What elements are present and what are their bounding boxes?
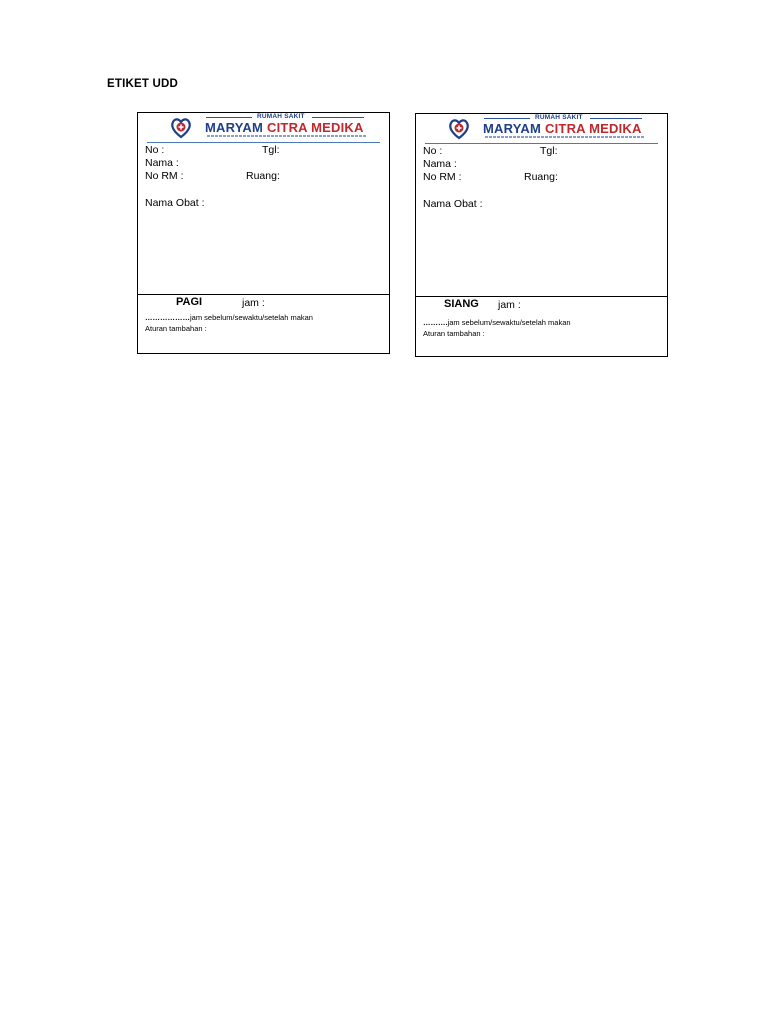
- schedule-section: [416, 296, 667, 357]
- hospital-prefix: RUMAH SAKIT: [257, 113, 305, 120]
- header-divider: [147, 142, 380, 143]
- hospital-name: [205, 120, 364, 135]
- header-decor-line: [312, 117, 364, 118]
- no-rm-field-label: No RM :: [423, 171, 462, 183]
- hospital-logo-icon: [447, 116, 471, 140]
- session-label: SIANG: [444, 298, 479, 310]
- nama-field-label: Nama :: [145, 157, 179, 169]
- ruang-field-label: Ruang:: [246, 170, 280, 182]
- jam-label: jam :: [242, 297, 265, 309]
- jam-label: jam :: [498, 299, 521, 311]
- nama-obat-field-label: Nama Obat :: [145, 197, 205, 209]
- header-decor-line: [206, 117, 252, 118]
- document-title: ETIKET UDD: [107, 78, 178, 90]
- header-decor-line: [590, 118, 642, 119]
- no-rm-field-label: No RM :: [145, 170, 184, 182]
- udd-label-siang: [415, 113, 668, 357]
- tgl-field-label: Tgl:: [262, 144, 280, 156]
- nama-obat-field-label: Nama Obat :: [423, 198, 483, 210]
- hospital-name-part-2: CITRA MEDIKA: [267, 120, 364, 135]
- nama-field-label: Nama :: [423, 158, 457, 170]
- hospital-address-line: [485, 136, 645, 138]
- hospital-name-part-1: MARYAM: [205, 120, 264, 135]
- meal-instruction: [423, 318, 571, 327]
- no-field-label: No :: [423, 145, 443, 157]
- meal-instruction: [145, 313, 313, 322]
- schedule-section: [138, 294, 389, 354]
- instruction-text: jam sebelum/sewaktu/setelah makan: [447, 318, 571, 327]
- hospital-name-part-1: MARYAM: [483, 121, 542, 136]
- session-label: PAGI: [176, 296, 203, 308]
- hospital-name: [483, 121, 642, 136]
- tgl-field-label: Tgl:: [540, 145, 558, 157]
- hospital-prefix: RUMAH SAKIT: [535, 114, 583, 121]
- aturan-tambahan-label: Aturan tambahan :: [423, 329, 485, 338]
- hospital-logo-icon: [169, 115, 193, 139]
- header-decor-line: [484, 118, 530, 119]
- header-divider: [425, 143, 658, 144]
- hospital-header: [138, 113, 389, 144]
- hospital-header: [416, 114, 667, 145]
- instruction-text: jam sebelum/sewaktu/setelah makan: [190, 313, 313, 322]
- hospital-address-line: [207, 135, 367, 137]
- ruang-field-label: Ruang:: [524, 171, 558, 183]
- udd-label-pagi: [137, 112, 390, 354]
- instruction-blank: ………………: [145, 313, 190, 322]
- hospital-name-part-2: CITRA MEDIKA: [545, 121, 642, 136]
- instruction-blank: ……….: [423, 318, 448, 327]
- no-field-label: No :: [145, 144, 165, 156]
- aturan-tambahan-label: Aturan tambahan :: [145, 324, 207, 333]
